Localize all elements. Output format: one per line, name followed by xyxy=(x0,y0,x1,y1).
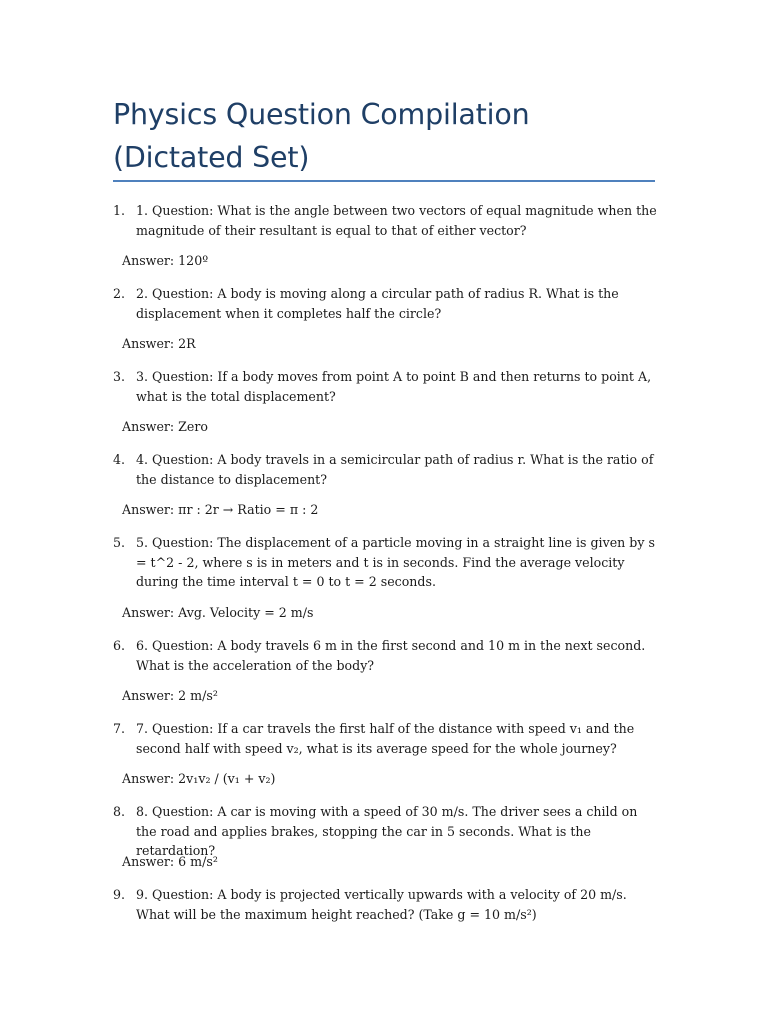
question-number: 4. xyxy=(113,452,126,467)
question-number: 9. xyxy=(113,887,126,902)
answer-text: Answer: Avg. Velocity = 2 m/s xyxy=(122,605,314,620)
question-text: 2. Question: A body is moving along a circular path of radius R. What is the displacement when it completes half the circle? xyxy=(136,286,619,321)
question-text: 4. Question: A body travels in a semicircular path of radius r. What is the ratio of the distance to displacement? xyxy=(136,452,654,487)
question-text: 1. Question: What is the angle between two vectors of equal magnitude when the magnitude of their resultant is equal to that of either vector? xyxy=(136,203,657,238)
answer-text: Answer: 2R xyxy=(122,336,196,351)
question-number: 8. xyxy=(113,804,126,819)
question-text: 7. Question: If a car travels the first half of the distance with speed v₁ and the second half with speed v₂, what is its average speed for the whole journey? xyxy=(136,721,635,756)
answer-text: Answer: πr : 2r → Ratio = π : 2 xyxy=(122,502,319,517)
question-text: 8. Question: A car is moving with a speed of 30 m/s. The driver sees a child on the road and applies brakes, stopping the car in 5 seconds. What is the retardation? xyxy=(136,804,638,858)
answer-text: Answer: 6 m/s² xyxy=(122,854,218,869)
answer-text: Answer: Zero xyxy=(122,419,208,434)
question-number: 2. xyxy=(113,286,126,301)
question-text: 3. Question: If a body moves from point A to point B and then returns to point A, what is the total displacement? xyxy=(136,369,652,404)
question-number: 3. xyxy=(113,369,126,384)
question-number: 6. xyxy=(113,638,126,653)
question-text: 6. Question: A body travels 6 m in the first second and 10 m in the next second. What is the acceleration of the body? xyxy=(136,638,646,673)
answer-text: Answer: 2v₁v₂ / (v₁ + v₂) xyxy=(122,771,276,786)
question-number: 1. xyxy=(113,203,126,218)
page-title: Physics Question Compilation (Dictated Set) xyxy=(113,98,530,174)
answer-text: Answer: 120º xyxy=(122,253,209,268)
question-number: 5. xyxy=(113,535,126,550)
question-number: 7. xyxy=(113,721,126,736)
question-text: 9. Question: A body is projected vertically upwards with a velocity of 20 m/s. What will be the maximum height reached? (Take g = 10 m/s²) xyxy=(136,887,627,922)
question-text: 5. Question: The displacement of a particle moving in a straight line is given by s = t^2 - 2, where s is in meters and t is in seconds. Find the average velocity during the time interval t = 0 to t = 2 seconds. xyxy=(136,535,655,589)
answer-text: Answer: 2 m/s² xyxy=(122,688,218,703)
